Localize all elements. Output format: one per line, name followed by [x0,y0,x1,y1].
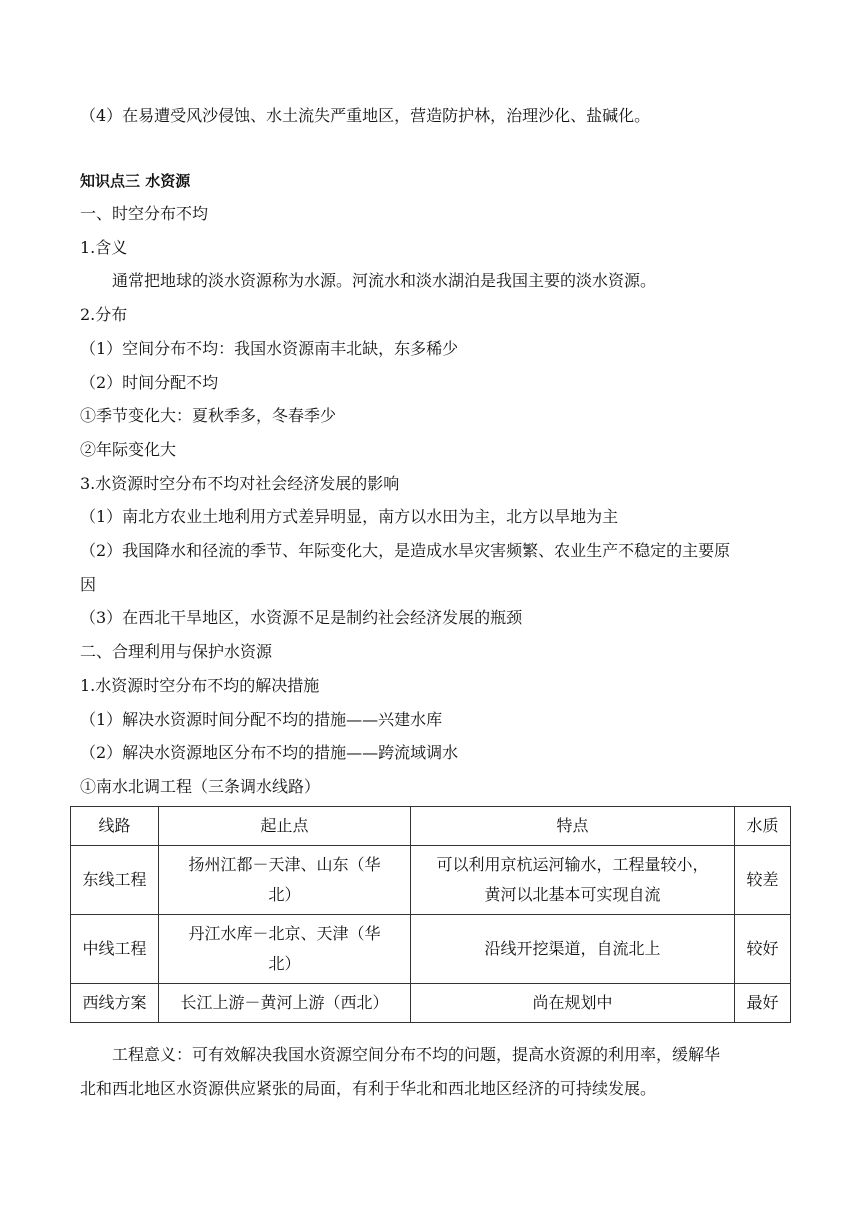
section-heading: 知识点三 水资源 [80,172,191,190]
endpoints-cell [159,846,411,915]
header-route: 线路 [71,807,159,846]
header-features: 特点 [411,807,735,846]
south-north-project: ①南水北调工程（三条调水线路） [80,777,321,796]
meaning-text: 通常把地球的淡水资源称为水源。河流水和淡水湖泊是我国主要的淡水资源。 [112,271,657,290]
item-measures: 1.水资源时空分布不均的解决措施 [80,676,320,695]
measure-1: （1）解决水资源时间分配不均的措施——兴建水库 [80,710,443,729]
water-transfer-table [70,806,791,1023]
endpoints-line-2: 北） [268,885,301,904]
route-cell: 西线方案 [71,984,159,1023]
subheading-2: 二、合理利用与保护水资源 [80,642,273,661]
impact-2-line-2: 因 [80,575,97,594]
table-header-row [71,807,791,846]
endpoints-cell: 长江上游－黄河上游（西北） [159,984,411,1023]
features-cell [411,846,735,915]
endpoints-line-1: 扬州江都－天津、山东（华 [188,855,381,874]
route-cell: 中线工程 [71,915,159,984]
quality-cell: 较好 [735,915,791,984]
features-line-1: 可以利用京杭运河输水，工程量较小， [436,855,709,874]
features-cell: 尚在规划中 [411,984,735,1023]
quality-cell: 最好 [735,984,791,1023]
paragraph-item-4: （4）在易遭受风沙侵蚀、水土流失严重地区，营造防护林，治理沙化、盐碱化。 [80,106,651,125]
distribution-space: （1）空间分布不均：我国水资源南丰北缺，东多稀少 [80,339,459,358]
significance-line-2: 北和西北地区水资源供应紧张的局面，有利于华北和西北地区经济的可持续发展。 [80,1079,657,1098]
table-row [71,984,791,1023]
item-meaning: 1.含义 [80,238,128,257]
features-cell: 沿线开挖渠道，自流北上 [411,915,735,984]
route-cell: 东线工程 [71,846,159,915]
distribution-time-annual: ②年际变化大 [80,440,177,459]
impact-1: （1）南北方农业土地利用方式差异明显，南方以水田为主，北方以旱地为主 [80,507,619,526]
table-row [71,846,791,915]
distribution-time-seasonal: ①季节变化大：夏秋季多，冬春季少 [80,406,337,425]
item-distribution: 2.分布 [80,305,128,324]
table-row [71,915,791,984]
endpoints-line-1: 丹江水库－北京、天津（华 [188,924,381,943]
measure-2: （2）解决水资源地区分布不均的措施——跨流域调水 [80,743,459,762]
subheading-1: 一、时空分布不均 [80,204,209,223]
impact-2-line-1: （2）我国降水和径流的季节、年际变化大，是造成水旱灾害频繁、农业生产不稳定的主要原 [80,541,731,560]
header-endpoints: 起止点 [159,807,411,846]
impact-3: （3）在西北干旱地区，水资源不足是制约社会经济发展的瓶颈 [80,608,523,627]
header-quality: 水质 [735,807,791,846]
item-impact: 3.水资源时空分布不均对社会经济发展的影响 [80,474,400,493]
distribution-time: （2）时间分配不均 [80,373,219,392]
endpoints-cell [159,915,411,984]
quality-cell: 较差 [735,846,791,915]
significance-line-1: 工程意义：可有效解决我国水资源空间分布不均的问题，提高水资源的利用率，缓解华 [112,1045,721,1064]
endpoints-line-2: 北） [268,954,301,973]
features-line-2: 黄河以北基本可实现自流 [484,885,661,904]
